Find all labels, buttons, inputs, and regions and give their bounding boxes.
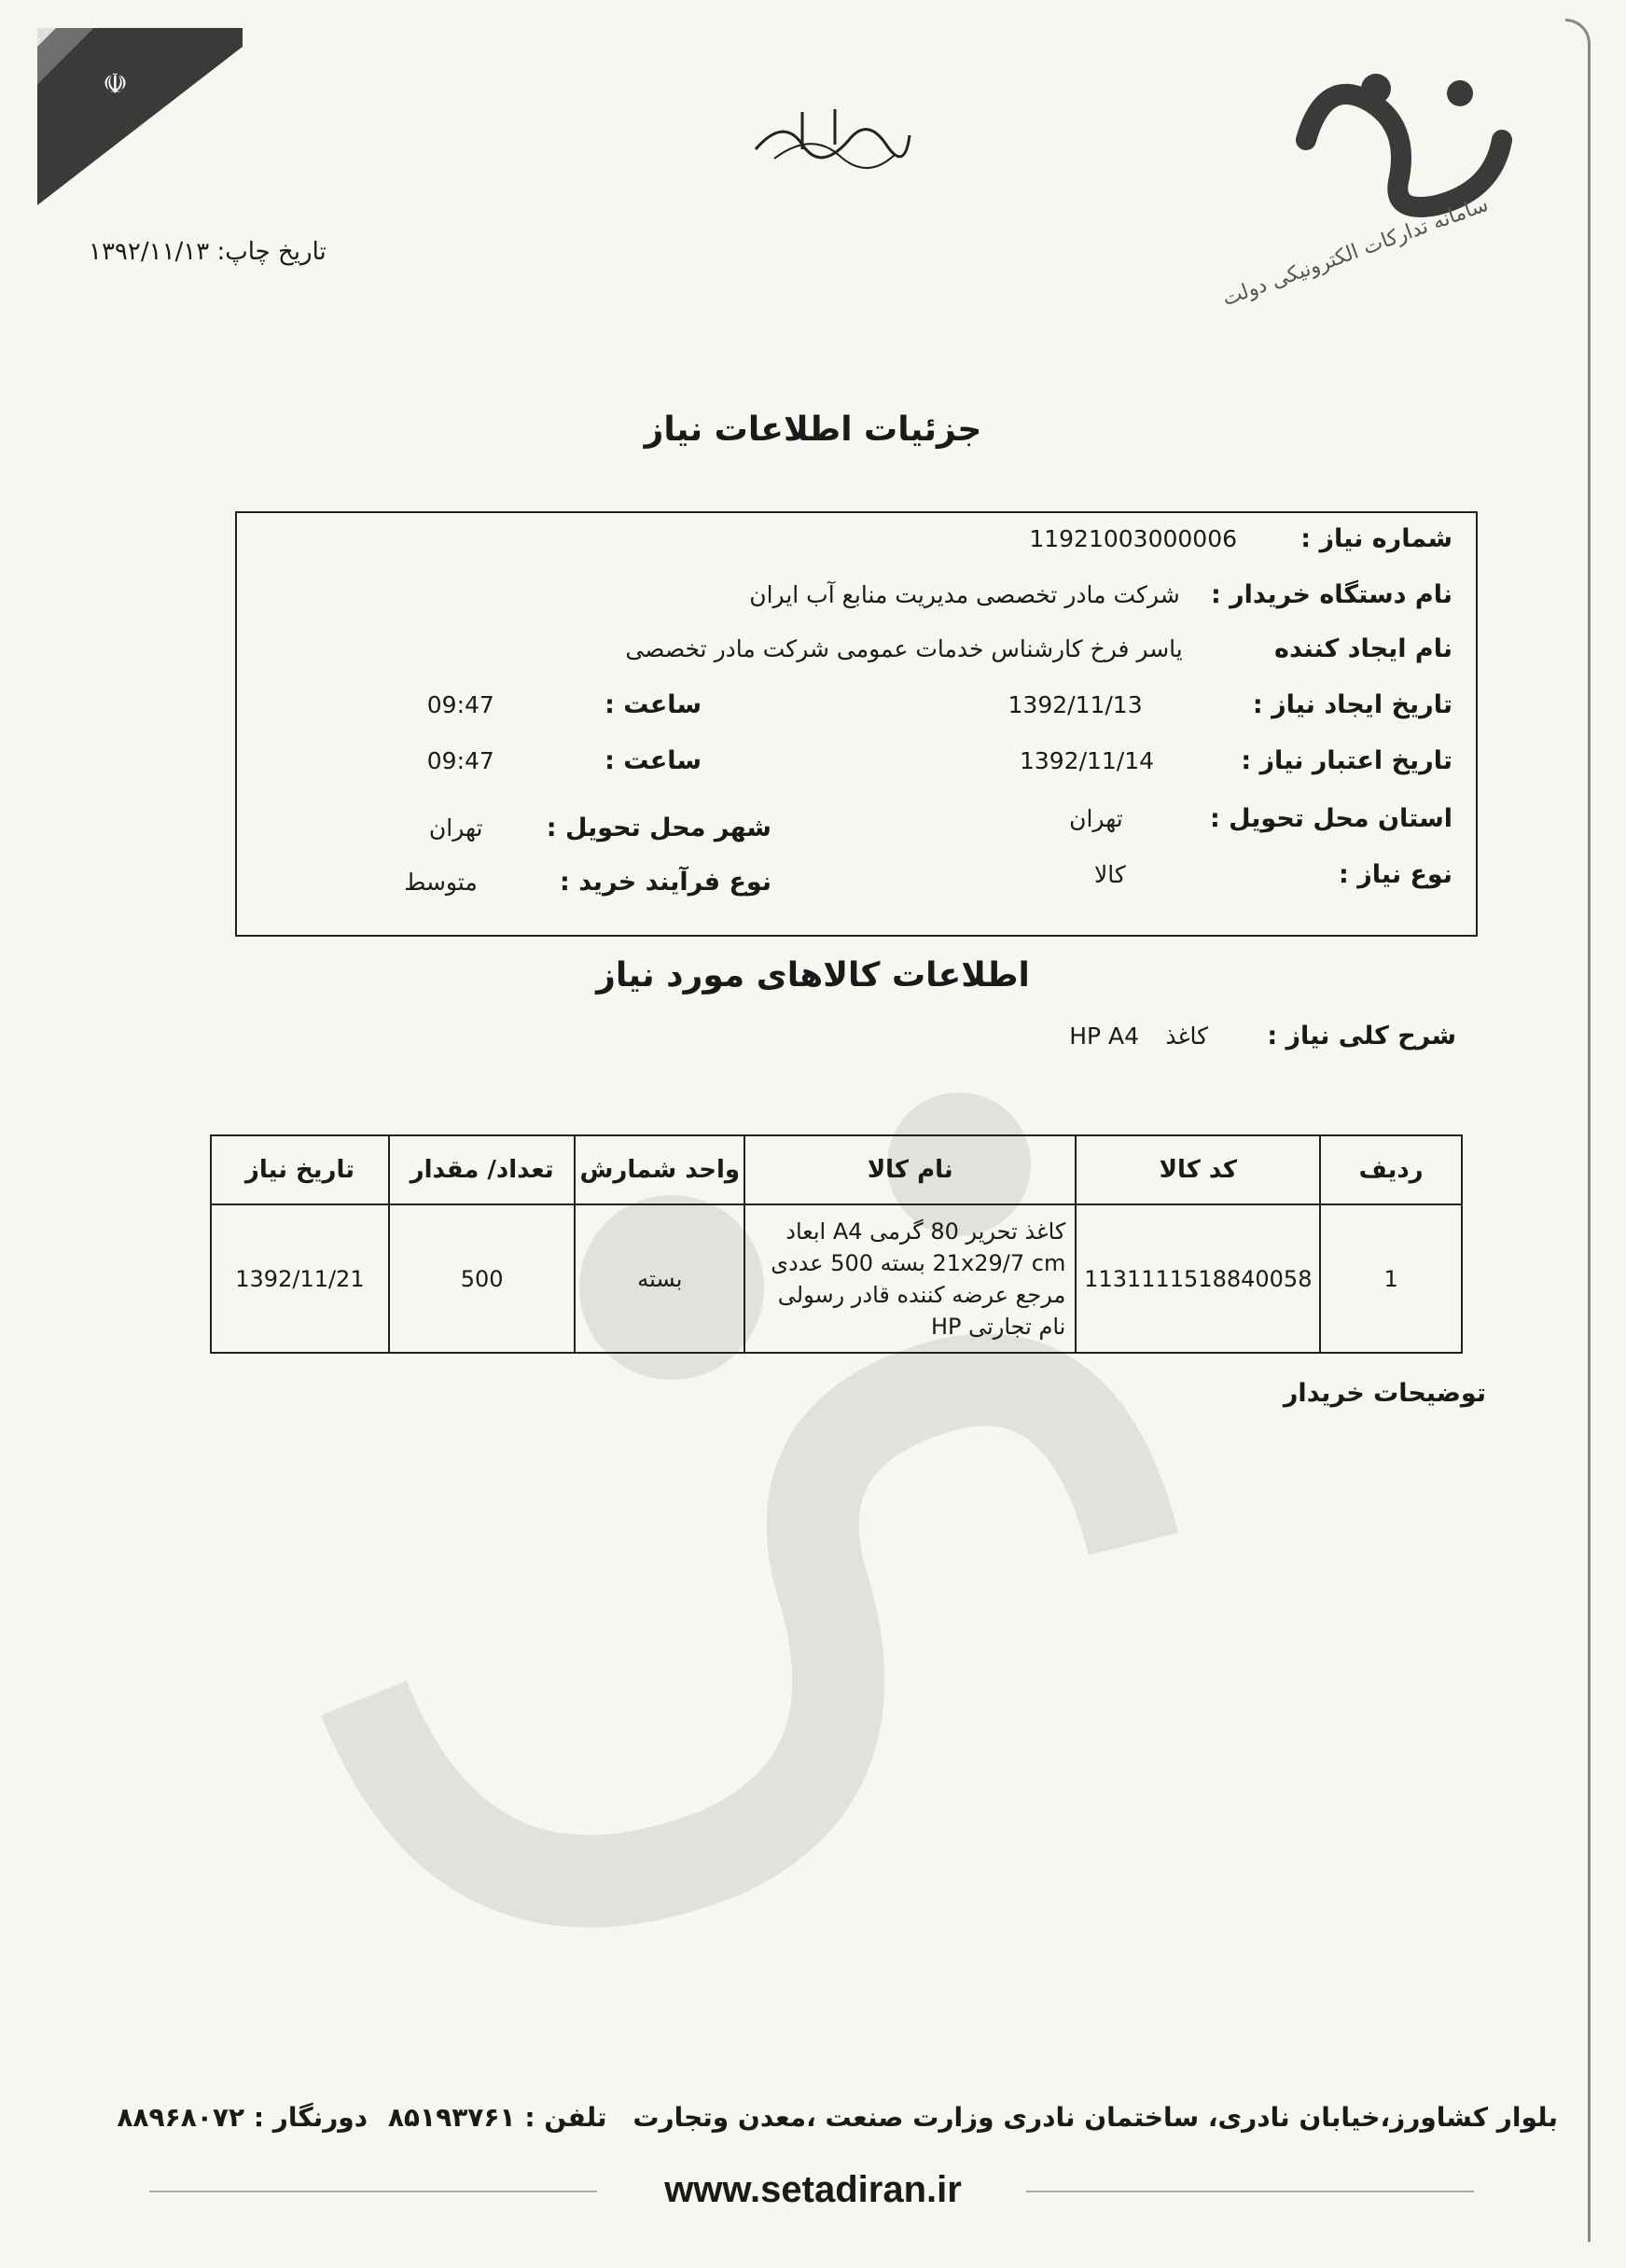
setad-watermark-logo bbox=[168, 980, 1381, 2006]
need-type-label: نوع نیاز : bbox=[1339, 860, 1452, 889]
buyer-notes-label: توضیحات خریدار bbox=[1283, 1379, 1486, 1408]
setad-logo bbox=[1219, 37, 1549, 317]
buyer-org: شرکت مادر تخصصی مدیریت منابع آب ایران bbox=[749, 581, 1180, 608]
fax-label: دورنگار : bbox=[253, 2102, 368, 2133]
city: تهران bbox=[428, 814, 483, 842]
fax-value: ۸۸۹۶۸۰۷۲ bbox=[117, 2102, 245, 2133]
general-desc-label: شرح کلی نیاز : bbox=[1267, 1022, 1456, 1051]
col-header-code: کد کالا bbox=[1076, 1135, 1320, 1204]
basmala-calligraphy bbox=[746, 98, 914, 173]
iran-emblem-band bbox=[37, 28, 243, 205]
province: تهران bbox=[1069, 805, 1123, 832]
created-date: 1392/11/13 bbox=[1008, 691, 1143, 718]
cell-code: 1131111518840058 bbox=[1076, 1204, 1320, 1353]
process-label: نوع فرآیند خرید : bbox=[560, 868, 771, 897]
valid-time-label: ساعت : bbox=[605, 746, 702, 775]
phone-value: ۸۵۱۹۳۷۶۱ bbox=[387, 2102, 516, 2133]
col-header-qty: تعداد/ مقدار bbox=[389, 1135, 576, 1204]
table-header-row bbox=[211, 1135, 1462, 1204]
cell-date: 1392/11/21 bbox=[211, 1204, 389, 1353]
need-info-box bbox=[235, 511, 1478, 937]
province-label: استان محل تحویل : bbox=[1209, 804, 1452, 833]
goods-table bbox=[210, 1134, 1463, 1354]
cell-index: 1 bbox=[1320, 1204, 1462, 1353]
valid-time: 09:47 bbox=[426, 747, 494, 774]
need-number-label: شماره نیاز : bbox=[1300, 524, 1452, 553]
process: متوسط bbox=[404, 869, 478, 896]
print-date-label: تاریخ چاپ: bbox=[216, 238, 327, 266]
website-link[interactable]: www.setadiran.ir bbox=[664, 2169, 962, 2210]
goods-name-line: نام تجارتی HP bbox=[930, 1313, 1066, 1340]
table-row bbox=[211, 1204, 1462, 1353]
print-date-value: ۱۳۹۲/۱۱/۱۳ bbox=[89, 238, 210, 266]
page-corner-border bbox=[1565, 19, 1591, 2242]
col-header-name: نام کالا bbox=[744, 1135, 1076, 1204]
created-time-label: ساعت : bbox=[605, 690, 702, 719]
buyer-org-label: نام دستگاه خریدار : bbox=[1210, 580, 1452, 609]
valid-date: 1392/11/14 bbox=[1019, 747, 1155, 774]
footer-address bbox=[117, 2102, 1558, 2133]
phone-label: تلفن : bbox=[524, 2102, 607, 2133]
goods-name-line: کاغذ تحریر 80 گرمی A4 ابعاد bbox=[785, 1217, 1066, 1245]
city-label: شهر محل تحویل : bbox=[546, 814, 771, 842]
col-header-unit: واحد شمارش bbox=[575, 1135, 744, 1204]
goods-info-title: اطلاعات کالاهای مورد نیاز bbox=[596, 956, 1030, 995]
general-desc-code: HP A4 bbox=[1069, 1023, 1140, 1050]
col-header-index: ردیف bbox=[1320, 1135, 1462, 1204]
print-date bbox=[89, 238, 327, 266]
svg-text:☫: ☫ bbox=[103, 68, 128, 101]
general-desc bbox=[1069, 1022, 1456, 1051]
need-type: کالا bbox=[1094, 861, 1126, 888]
created-time: 09:47 bbox=[426, 691, 494, 718]
address-text: بلوار کشاورز،خیابان نادری، ساختمان نادری وزارت صنعت ،معدن وتجارت bbox=[632, 2102, 1558, 2133]
creator: یاسر فرخ کارشناس خدمات عمومی شرکت مادر تخصصی bbox=[625, 635, 1183, 662]
goods-name-line: مرجع عرضه کننده قادر رسولی bbox=[777, 1281, 1066, 1308]
creator-label: نام ایجاد کننده bbox=[1274, 634, 1452, 663]
cell-qty: 500 bbox=[389, 1204, 576, 1353]
need-details-title: جزئیات اطلاعات نیاز bbox=[644, 410, 982, 449]
created-date-label: تاریخ ایجاد نیاز : bbox=[1252, 690, 1452, 719]
cell-unit: بسته bbox=[575, 1204, 744, 1353]
goods-name-line: 21x29/7 cm بسته 500 عددی bbox=[771, 1249, 1066, 1276]
cell-goods-name bbox=[744, 1204, 1076, 1353]
col-header-date: تاریخ نیاز bbox=[211, 1135, 389, 1204]
logo-text: سامانه تدارکات الکترونیکی دولت bbox=[1219, 192, 1492, 312]
general-desc-value: کاغذ bbox=[1165, 1023, 1209, 1050]
need-number: 11921003000006 bbox=[1029, 525, 1238, 552]
valid-date-label: تاریخ اعتبار نیاز : bbox=[1241, 746, 1452, 775]
